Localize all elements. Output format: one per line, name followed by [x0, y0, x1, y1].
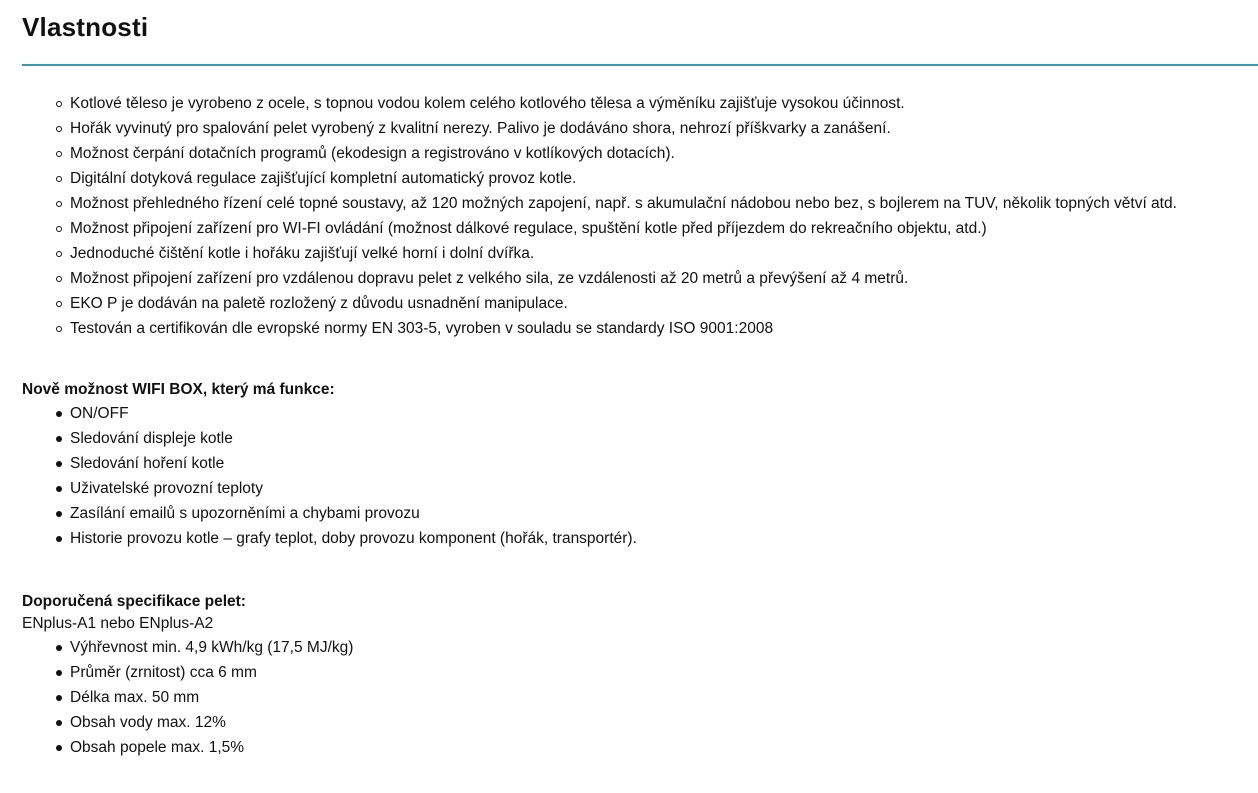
title-divider — [22, 64, 1258, 66]
pellet-spec-text: Průměr (zrnitost) cca 6 mm — [70, 664, 257, 681]
pellet-spec-text: Obsah popele max. 1,5% — [70, 739, 245, 756]
feature-item — [22, 116, 1177, 141]
feature-text: EKO P je dodáván na paletě rozložený z důvodu usnadnění manipulace. — [70, 295, 568, 312]
pellet-standard-text: ENplus-A1 nebo ENplus-A2 — [22, 615, 214, 632]
pellet-spec-text: Obsah vody max. 12% — [70, 714, 226, 731]
bullet-icon — [56, 436, 62, 442]
pellet-spec-item — [22, 635, 353, 660]
feature-text: Hořák vyvinutý pro spalování pelet vyrobený z kvalitní nerezy. Palivo je dodáváno shora, nehrozí příškvarky a zanášení. — [70, 120, 891, 137]
bullet-icon — [56, 720, 62, 726]
hollow-bullet-icon — [56, 201, 62, 207]
bullet-icon — [56, 511, 62, 517]
feature-item — [22, 191, 1177, 216]
feature-item — [22, 316, 1177, 341]
pellet-spec-item — [22, 735, 353, 760]
feature-text: Testován a certifikován dle evropské normy EN 303-5, vyroben v souladu se standardy ISO 9001:2008 — [70, 320, 774, 337]
hollow-bullet-icon — [56, 176, 62, 182]
feature-item — [22, 216, 1177, 241]
hollow-bullet-icon — [56, 151, 62, 157]
wifi-function-text: ON/OFF — [70, 405, 129, 422]
wifi-function-item — [22, 501, 637, 526]
feature-text: Možnost připojení zařízení pro vzdálenou dopravu pelet z velkého sila, ze vzdálenosti až 20 metrů a převýšení až 4 metrů. — [70, 270, 909, 287]
feature-item — [22, 91, 1177, 116]
hollow-bullet-icon — [56, 326, 62, 332]
wifi-function-text: Uživatelské provozní teploty — [70, 480, 263, 497]
pellet-spec-item — [22, 660, 353, 685]
feature-text: Jednoduché čištění kotle i hořáku zajišťují velké horní i dolní dvířka. — [70, 245, 535, 262]
bullet-icon — [56, 645, 62, 651]
feature-text: Digitální dotyková regulace zajišťující kompletní automatický provoz kotle. — [70, 170, 577, 187]
pellet-spec-item — [22, 685, 353, 710]
feature-item — [22, 241, 1177, 266]
bullet-icon — [56, 745, 62, 751]
pellet-spec-text: Délka max. 50 mm — [70, 689, 200, 706]
wifi-function-item — [22, 451, 637, 476]
hollow-bullet-icon — [56, 126, 62, 132]
wifi-function-item — [22, 426, 637, 451]
bullet-icon — [56, 670, 62, 676]
pellet-spec-heading: Doporučená specifikace pelet: — [22, 593, 246, 610]
feature-text: Možnost čerpání dotačních programů (ekodesign a registrováno v kotlíkových dotacích). — [70, 145, 675, 162]
bullet-icon — [56, 486, 62, 492]
hollow-bullet-icon — [56, 101, 62, 107]
bullet-icon — [56, 536, 62, 542]
hollow-bullet-icon — [56, 301, 62, 307]
page-title: Vlastnosti — [22, 12, 149, 42]
feature-item — [22, 291, 1177, 316]
wifi-function-item — [22, 476, 637, 501]
feature-text: Kotlové těleso je vyrobeno z ocele, s topnou vodou kolem celého kotlového tělesa a výměníku zajišťuje vysokou účinnost. — [70, 95, 905, 112]
wifi-function-item — [22, 526, 637, 551]
bullet-icon — [56, 461, 62, 467]
wifi-function-text: Sledování displeje kotle — [70, 430, 233, 447]
feature-item — [22, 266, 1177, 291]
hollow-bullet-icon — [56, 276, 62, 282]
feature-text: Možnost přehledného řízení celé topné soustavy, až 120 možných zapojení, např. s akumulační nádobou nebo bez, s bojlerem na TUV, několik topných větví atd. — [70, 195, 1177, 212]
hollow-bullet-icon — [56, 226, 62, 232]
feature-text: Možnost připojení zařízení pro WI-FI ovládání (možnost dálkové regulace, spuštění kotle před příjezdem do rekreačního objektu, atd.) — [70, 220, 987, 237]
hollow-bullet-icon — [56, 251, 62, 257]
bullet-icon — [56, 695, 62, 701]
wifi-box-heading: Nově možnost WIFI BOX, který má funkce: — [22, 381, 335, 398]
wifi-function-item — [22, 401, 637, 426]
wifi-box-functions-list — [22, 401, 637, 551]
pellet-spec-list — [22, 635, 353, 760]
wifi-function-text: Historie provozu kotle – grafy teplot, doby provozu komponent (hořák, transportér). — [70, 530, 637, 547]
feature-item — [22, 166, 1177, 191]
wifi-function-text: Zasílání emailů s upozorněními a chybami provozu — [70, 505, 420, 522]
features-list — [22, 91, 1177, 341]
feature-item — [22, 141, 1177, 166]
pellet-spec-text: Výhřevnost min. 4,9 kWh/kg (17,5 MJ/kg) — [70, 639, 354, 656]
bullet-icon — [56, 411, 62, 417]
pellet-spec-item — [22, 710, 353, 735]
wifi-function-text: Sledování hoření kotle — [70, 455, 225, 472]
